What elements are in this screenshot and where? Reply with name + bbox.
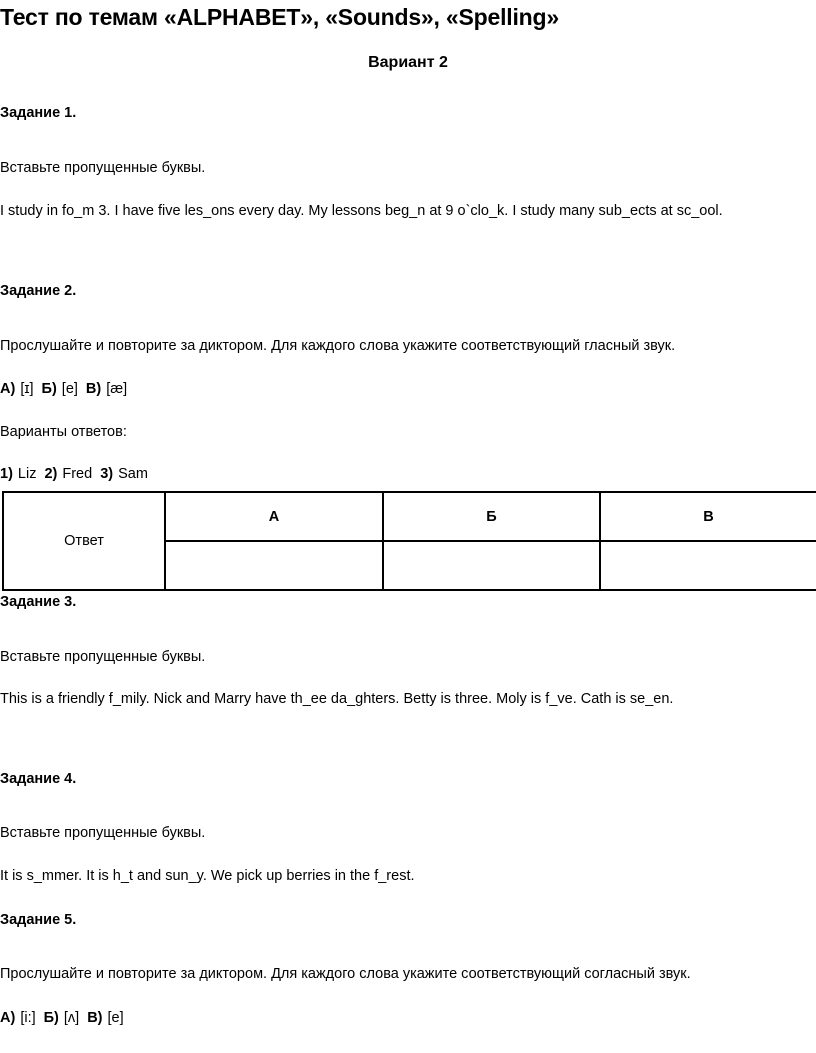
- task3-heading: Задание 3.: [0, 594, 77, 610]
- task2-sounds: [0, 381, 127, 397]
- option-number: 1): [0, 466, 13, 482]
- answer-cell[interactable]: [600, 541, 816, 590]
- task2-instruction: Прослушайте и повторите за диктором. Для каждого слова укажите соответствующий гласный звук.: [0, 338, 676, 354]
- task1-heading: Задание 1.: [0, 105, 77, 121]
- sound-letter: В): [87, 1010, 103, 1026]
- task4-instruction: Вставьте пропущенные буквы.: [0, 825, 206, 841]
- answer-row-label: Ответ: [3, 492, 165, 590]
- answer-table: [2, 491, 816, 591]
- task2-heading: Задание 2.: [0, 283, 77, 299]
- sound-letter: В): [85, 381, 102, 397]
- answer-cell[interactable]: [165, 541, 383, 590]
- sound-symbol: [e]: [107, 1010, 124, 1026]
- task5-sounds: [0, 1010, 124, 1026]
- answer-column-header: В: [600, 492, 816, 541]
- sound-symbol: [ɪ]: [20, 381, 34, 397]
- task2-options: [0, 466, 148, 482]
- sound-letter: А): [0, 1010, 16, 1026]
- task4-heading: Задание 4.: [0, 771, 77, 787]
- option-word: Fred: [62, 466, 93, 482]
- sound-symbol: [æ]: [106, 381, 128, 397]
- sound-letter: Б): [41, 381, 57, 397]
- option-word: Liz: [17, 466, 37, 482]
- sound-symbol: [i:]: [20, 1010, 36, 1026]
- task1-text: I study in fo_m 3. I have five les_ons every day. My lessons beg_n at 9 o`clo_k. I study many sub_ects at sc_ool.: [0, 203, 723, 219]
- task3-instruction: Вставьте пропущенные буквы.: [0, 649, 206, 665]
- option-number: 3): [100, 466, 114, 482]
- variant-heading: Вариант 2: [368, 54, 448, 71]
- task1-instruction: Вставьте пропущенные буквы.: [0, 160, 206, 176]
- option-number: 2): [44, 466, 58, 482]
- document-title: Тест по темам «ALPHABET», «Sounds», «Spelling»: [0, 4, 559, 30]
- answer-column-header: Б: [383, 492, 600, 541]
- task4-text: It is s_mmer. It is h_t and sun_y. We pick up berries in the f_rest.: [0, 868, 415, 884]
- sound-symbol: [ʌ]: [63, 1010, 80, 1026]
- option-word: Sam: [118, 466, 148, 482]
- answer-cell[interactable]: [383, 541, 600, 590]
- task2-options-label: Варианты ответов:: [0, 424, 127, 440]
- sound-letter: Б): [43, 1010, 59, 1026]
- answer-column-header: А: [165, 492, 383, 541]
- sound-symbol: [e]: [61, 381, 78, 397]
- sound-letter: А): [0, 381, 16, 397]
- task3-text: This is a friendly f_mily. Nick and Marry have th_ee da_ghters. Betty is three. Moly is f_ve. Cath is se_en.: [0, 691, 674, 707]
- task5-instruction: Прослушайте и повторите за диктором. Для каждого слова укажите соответствующий согласный звук.: [0, 966, 691, 982]
- task5-heading: Задание 5.: [0, 912, 77, 928]
